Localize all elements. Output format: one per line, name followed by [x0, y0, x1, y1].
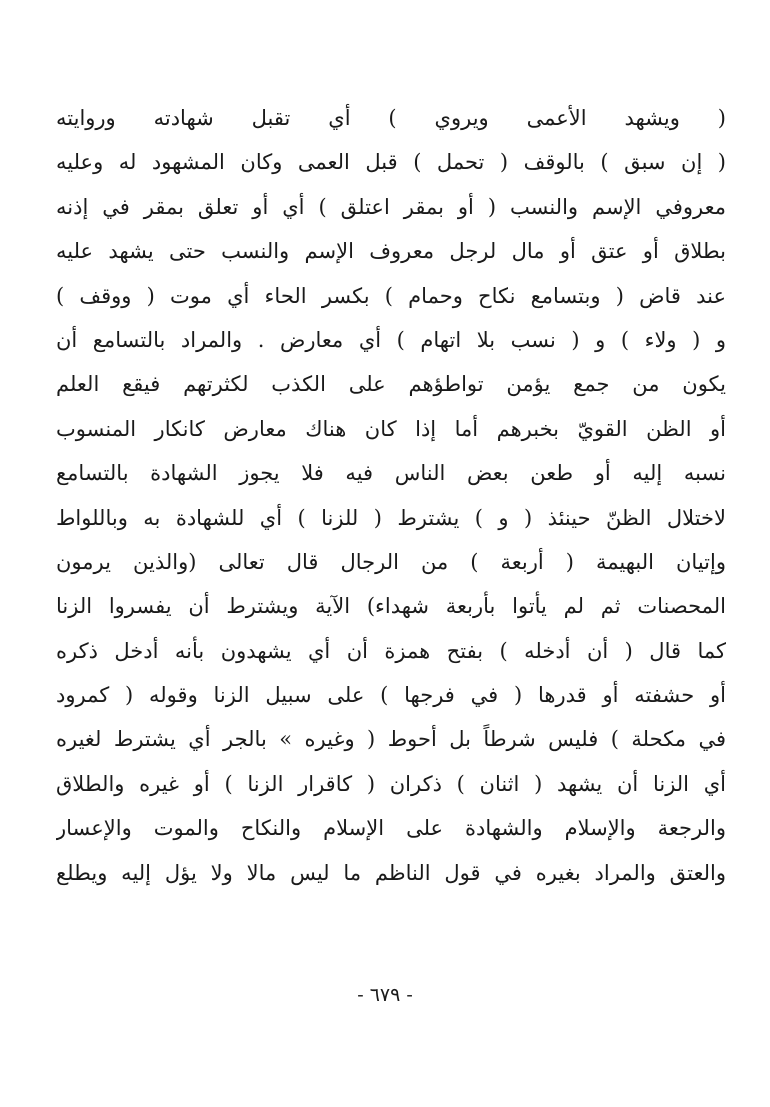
- text-line: يكون من جمع يؤمن تواطؤهم على الكذب لكثرتهم فيقع العلم: [56, 372, 726, 397]
- text-line: بطلاق أو عتق أو مال لرجل معروف الإسم والنسب حتى يشهد عليه: [56, 239, 726, 264]
- text-line: كما قال ( أن أدخله ) بفتح همزة أن أي يشهدون بأنه أدخل ذكره: [56, 638, 726, 663]
- text-line: أو الظن القويّ بخبرهم أما إذا كان هناك معارض كانكار المنسوب: [56, 416, 726, 441]
- page-number: - ٦٧٩ -: [357, 984, 413, 1006]
- text-line: أي الزنا أن يشهد ( اثنان ) ذكران ( كاقرار الزنا ) أو غيره والطلاق: [56, 771, 726, 796]
- text-line: لاختلال الظنّ حينئذ ( و ) يشترط ( للزنا ) أي للشهادة به وباللواط: [56, 505, 726, 530]
- text-line: عند قاض ( وبتسامع نكاح وحمام ) بكسر الحاء أي موت ( ووقف ): [56, 283, 726, 308]
- text-line: أو حشفته أو قدرها ( في فرجها ) على سبيل الزنا وقوله ( كمرود: [56, 683, 726, 708]
- text-line: والرجعة والإسلام والشهادة على الإسلام والنكاح والموت والإعسار: [56, 816, 726, 841]
- text-line: معروفي الإسم والنسب ( أو بمقر اعتلق ) أي أو تعلق بمقر في إذنه: [56, 194, 726, 219]
- text-line: في مكحلة ) فليس شرطاً بل أحوط ( وغيره » بالجر أي يشترط لغيره: [56, 727, 726, 752]
- text-line: المحصنات ثم لم يأتوا بأربعة شهداء) الآية ويشترط أن يفسروا الزنا: [56, 594, 726, 619]
- text-line: ( ويشهد الأعمى ويروي ) أي تقبل شهادته وروايته: [56, 106, 726, 130]
- text-line: نسبه إليه أو طعن بعض الناس فيه فلا يجوز الشهادة بالتسامع: [56, 461, 726, 486]
- text-line: والعتق والمراد بغيره في قول الناظم ما ليس مالا ولا يؤل إليه ويطلع: [56, 860, 726, 885]
- body-text: [56, 96, 726, 895]
- text-line: وإتيان البهيمة ( أربعة ) من الرجال قال تعالى (والذين يرمون: [56, 549, 726, 574]
- text-line: و ( ولاء ) و ( نسب بلا اتهام ) أي معارض . والمراد بالتسامع أن: [56, 327, 726, 352]
- text-line: ( إن سبق ) بالوقف ( تحمل ) قبل العمى وكان المشهود له وعليه: [56, 150, 726, 175]
